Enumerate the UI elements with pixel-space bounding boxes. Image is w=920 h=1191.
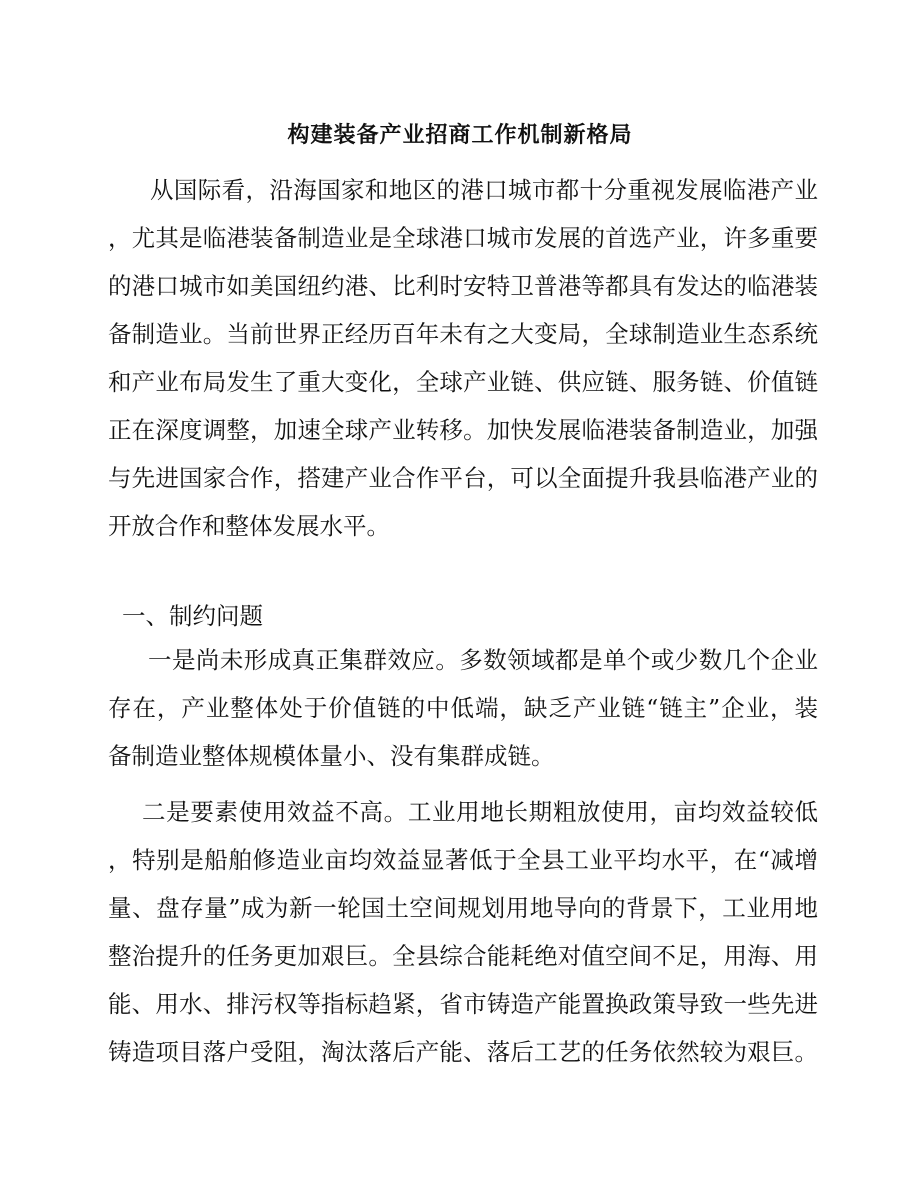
text-line: 备制造业。当前世界正经历百年未有之大变局，全球制造业生态系统 bbox=[108, 320, 818, 348]
text-line: 能、用水、排污权等指标趋紧，省市铸造产能置换政策导致一些先进 bbox=[108, 990, 818, 1018]
text-line: 的港口城市如美国纽约港、比利时安特卫普港等都具有发达的临港装 bbox=[108, 272, 818, 300]
text-line: 二是要素使用效益不高。工业用地长期粗放使用，亩均效益较低 bbox=[142, 798, 818, 826]
text-line: ，尤其是临港装备制造业是全球港口城市发展的首选产业，许多重要 bbox=[108, 224, 818, 252]
text-line: 铸造项目落户受阻，淘汰落后产能、落后工艺的任务依然较为艰巨。 bbox=[108, 1038, 818, 1066]
text-line: 开放合作和整体发展水平。 bbox=[108, 512, 390, 540]
text-line: 一是尚未形成真正集群效应。多数领域都是单个或少数几个企业 bbox=[148, 646, 818, 674]
text-line: 正在深度调整，加速全球产业转移。加快发展临港装备制造业，加强 bbox=[108, 416, 818, 444]
text-line: 整治提升的任务更加艰巨。全县综合能耗绝对值空间不足，用海、用 bbox=[108, 942, 818, 970]
document-title: 构建装备产业招商工作机制新格局 bbox=[287, 122, 633, 148]
text-line: 和产业布局发生了重大变化，全球产业链、供应链、服务链、价值链 bbox=[108, 368, 818, 396]
text-line: 量、盘存量”成为新一轮国土空间规划用地导向的背景下，工业用地 bbox=[108, 894, 818, 922]
text-line: 备制造业整体规模体量小、没有集群成链。 bbox=[108, 742, 555, 770]
section-heading: 一、制约问题 bbox=[122, 602, 263, 630]
text-line: 存在，产业整体处于价值链的中低端，缺乏产业链“链主”企业，装 bbox=[108, 694, 818, 722]
text-line: ，特别是船舶修造业亩均效益显著低于全县工业平均水平，在“减增 bbox=[108, 846, 818, 874]
text-line: 与先进国家合作，搭建产业合作平台，可以全面提升我县临港产业的 bbox=[108, 464, 818, 492]
text-line: 从国际看，沿海国家和地区的港口城市都十分重视发展临港产业 bbox=[150, 176, 818, 204]
